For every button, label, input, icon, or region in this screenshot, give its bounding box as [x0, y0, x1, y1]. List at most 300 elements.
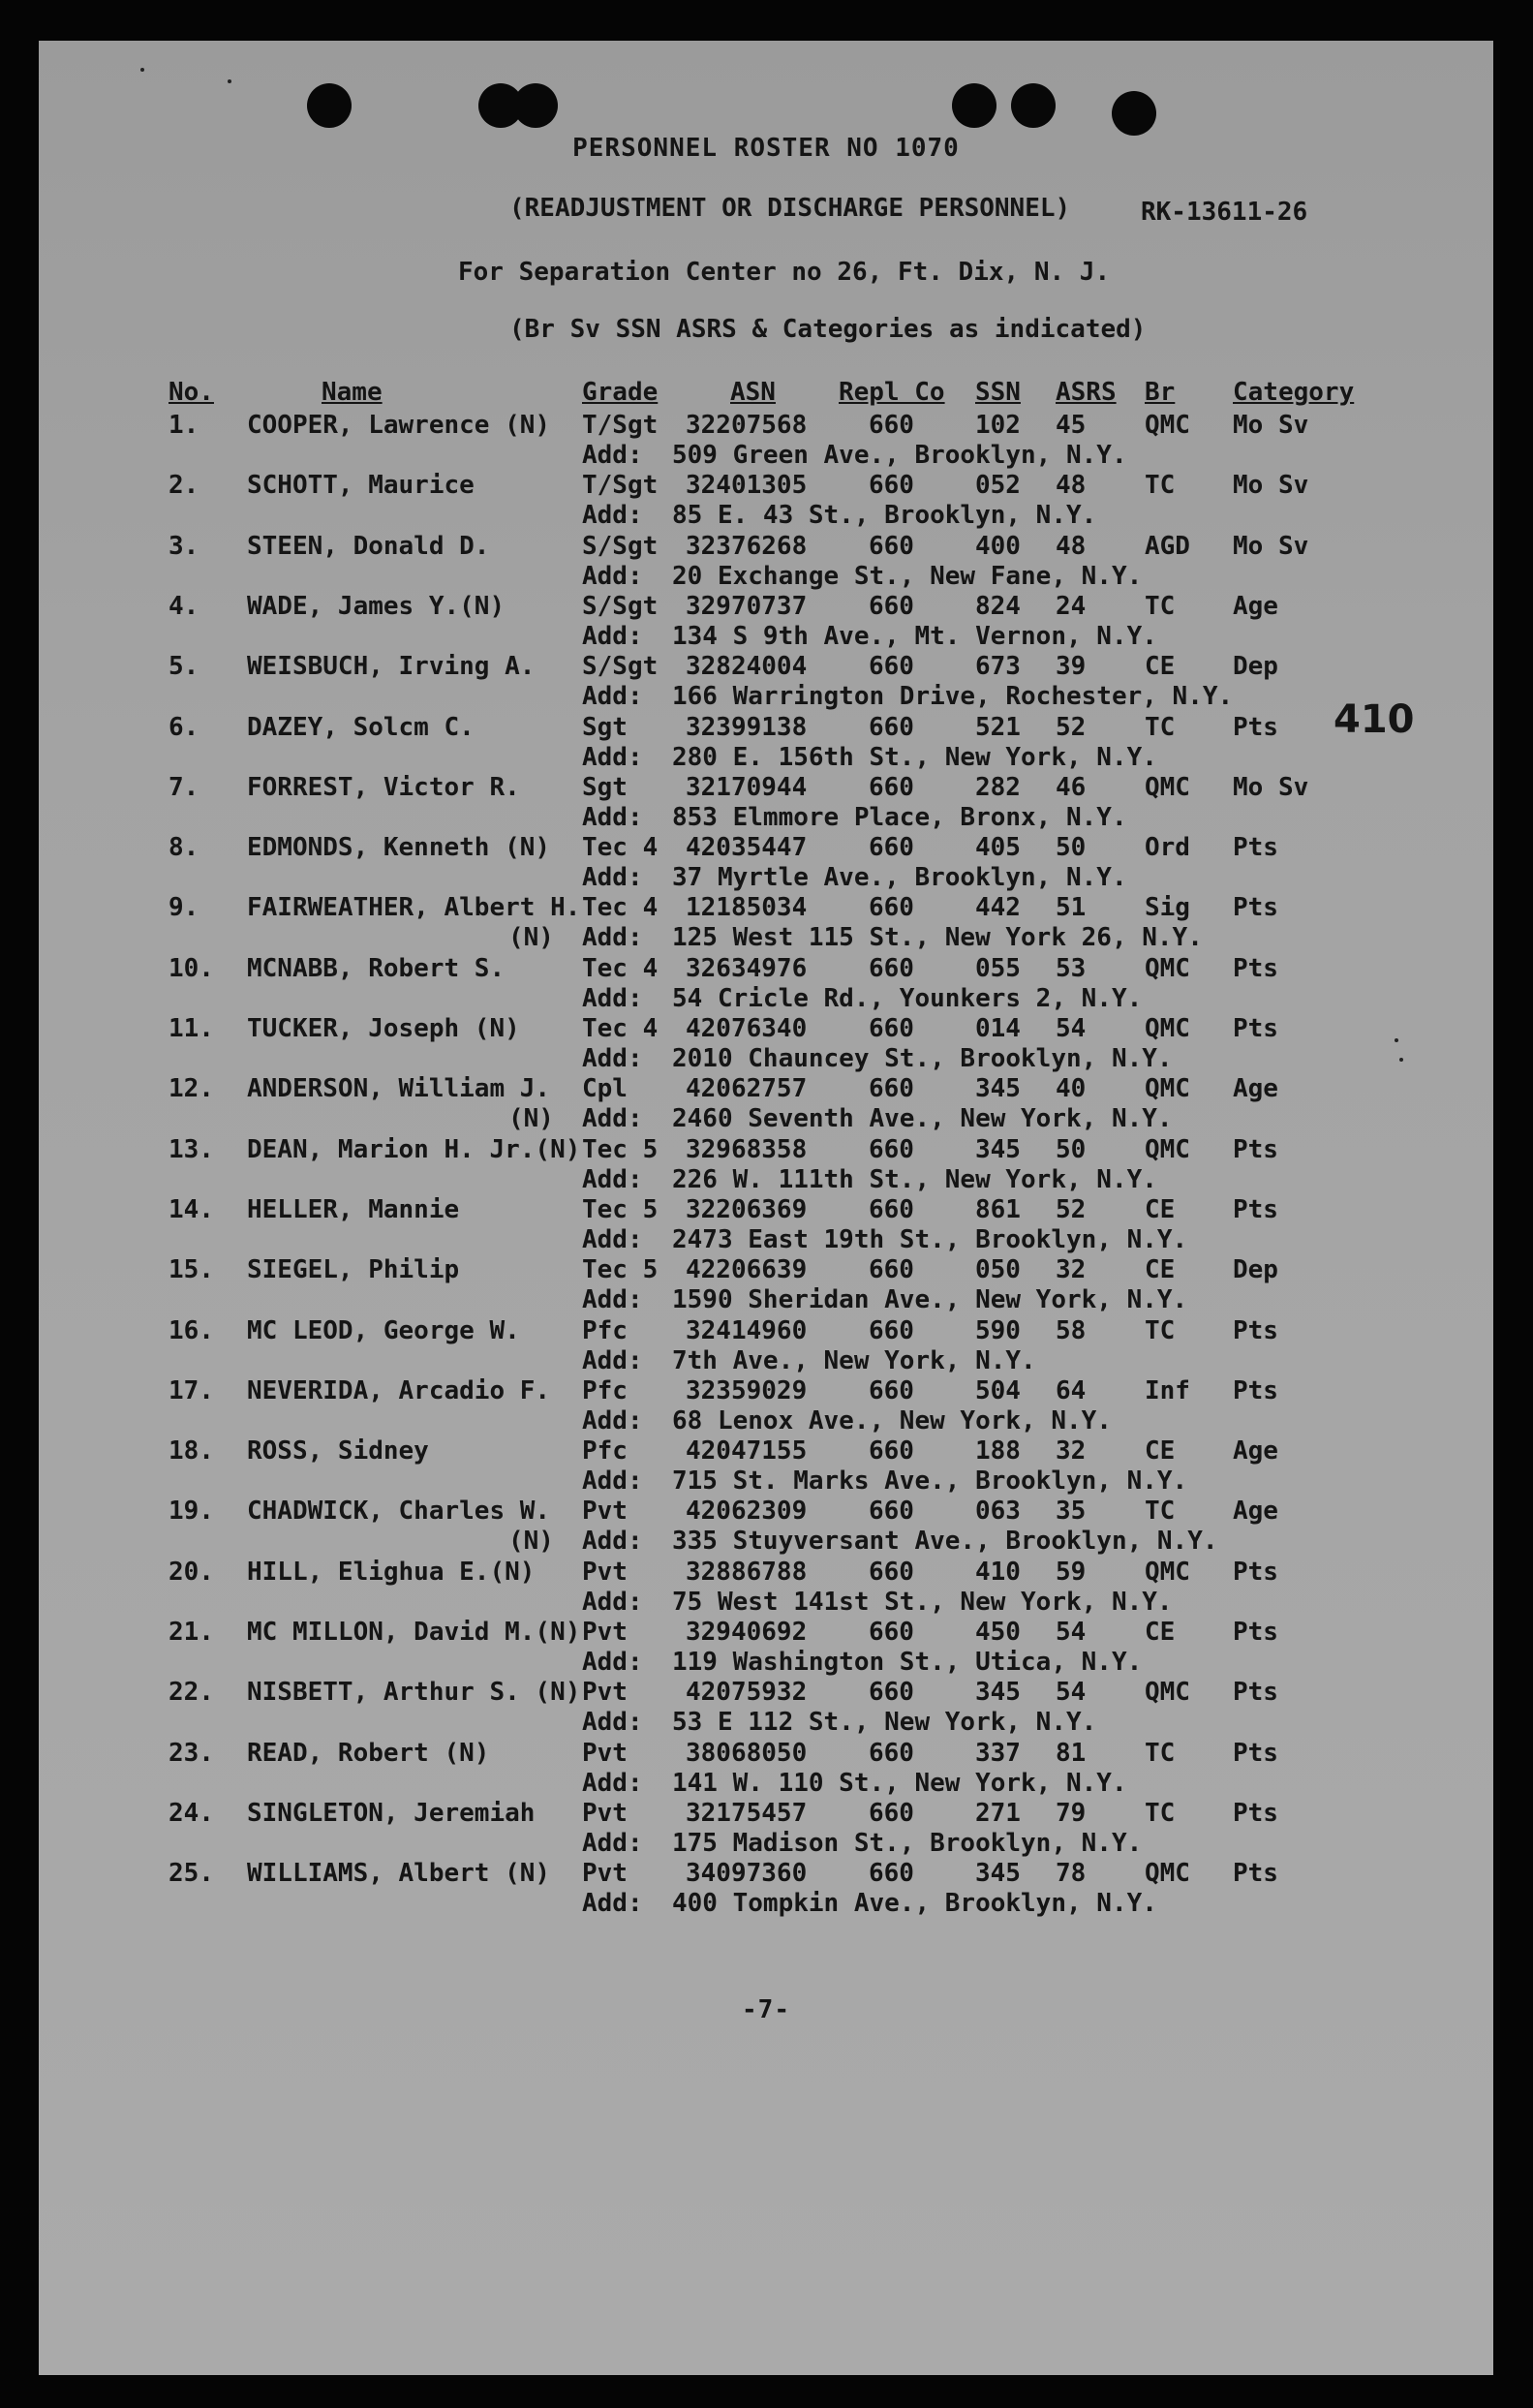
- asn: 34097360: [686, 1859, 808, 1889]
- asn: 42075932: [686, 1678, 808, 1708]
- row-number: 7.: [169, 772, 199, 802]
- repl-co: 660: [869, 1014, 914, 1043]
- asrs: 40: [1056, 1074, 1087, 1104]
- grade: Tec 4: [582, 833, 659, 863]
- asrs: 54: [1056, 1678, 1087, 1708]
- asrs: 50: [1056, 1134, 1087, 1164]
- person-name: CHADWICK, Charles W.: [247, 1497, 551, 1527]
- category: Mo Sv: [1233, 471, 1309, 501]
- asrs: 81: [1056, 1738, 1087, 1768]
- address: 226 W. 111th St., New York, N.Y.: [672, 1164, 1157, 1194]
- person-name: READ, Robert (N): [247, 1738, 490, 1768]
- address-label: Add:: [582, 863, 643, 893]
- address-label: Add:: [582, 983, 643, 1013]
- asrs: 50: [1056, 833, 1087, 863]
- person-name: DEAN, Marion H. Jr.(N): [247, 1134, 581, 1164]
- category: Pts: [1233, 893, 1278, 923]
- categories-note: (Br Sv SSN ASRS & Categories as indicated): [509, 315, 1147, 344]
- repl-co: 660: [869, 1255, 914, 1285]
- person-name: DAZEY, Solcm C.: [247, 712, 475, 742]
- row-number: 16.: [169, 1315, 214, 1345]
- asn: 32206369: [686, 1194, 808, 1224]
- ssn: 345: [975, 1074, 1021, 1104]
- address-label: Add:: [582, 742, 643, 772]
- ssn: 861: [975, 1194, 1021, 1224]
- address: 2460 Seventh Ave., New York, N.Y.: [672, 1104, 1173, 1134]
- document-page: [39, 41, 1493, 2375]
- address-label: Add:: [582, 1164, 643, 1194]
- branch: Ord: [1145, 833, 1190, 863]
- branch: TC: [1145, 591, 1176, 621]
- header-grade: Grade: [582, 378, 659, 407]
- grade: Tec 4: [582, 1014, 659, 1043]
- row-number: 15.: [169, 1255, 214, 1285]
- punch-hole: [1112, 91, 1156, 136]
- grade: Pvt: [582, 1859, 628, 1889]
- category: Pts: [1233, 1014, 1278, 1043]
- category: Mo Sv: [1233, 772, 1309, 802]
- category: Age: [1233, 1436, 1278, 1466]
- address: 125 West 115 St., New York 26, N.Y.: [672, 923, 1203, 953]
- category: Age: [1233, 1074, 1278, 1104]
- branch: TC: [1145, 1315, 1176, 1345]
- grade: S/Sgt: [582, 652, 659, 682]
- person-name-suffix: (N): [508, 923, 554, 953]
- asn: 32414960: [686, 1315, 808, 1345]
- branch: CE: [1145, 1618, 1176, 1647]
- person-name: COOPER, Lawrence (N): [247, 411, 551, 440]
- category: Dep: [1233, 652, 1278, 682]
- address-label: Add:: [582, 1044, 643, 1073]
- address: 335 Stuyversant Ave., Brooklyn, N.Y.: [672, 1527, 1218, 1557]
- branch: TC: [1145, 471, 1176, 501]
- ssn: 052: [975, 471, 1021, 501]
- row-number: 21.: [169, 1618, 214, 1647]
- row-number: 5.: [169, 652, 199, 682]
- address-label: Add:: [582, 1768, 643, 1798]
- address-label: Add:: [582, 1527, 643, 1557]
- row-number: 9.: [169, 893, 199, 923]
- branch: CE: [1145, 1436, 1176, 1466]
- header-br: Br: [1145, 378, 1176, 407]
- asrs: 54: [1056, 1618, 1087, 1647]
- asrs: 39: [1056, 652, 1087, 682]
- ssn: 450: [975, 1618, 1021, 1647]
- ssn: 824: [975, 591, 1021, 621]
- address: 54 Cricle Rd., Younkers 2, N.Y.: [672, 983, 1143, 1013]
- punch-hole: [513, 83, 558, 128]
- repl-co: 660: [869, 893, 914, 923]
- person-name: SCHOTT, Maurice: [247, 471, 475, 501]
- address-label: Add:: [582, 1828, 643, 1858]
- branch: TC: [1145, 1798, 1176, 1828]
- branch: Sig: [1145, 893, 1190, 923]
- address: 85 E. 43 St., Brooklyn, N.Y.: [672, 501, 1097, 531]
- branch: TC: [1145, 712, 1176, 742]
- asn: 32399138: [686, 712, 808, 742]
- grade: Pvt: [582, 1497, 628, 1527]
- person-name: MC LEOD, George W.: [247, 1315, 520, 1345]
- asn: 42076340: [686, 1014, 808, 1043]
- branch: QMC: [1145, 1557, 1190, 1587]
- row-number: 17.: [169, 1375, 214, 1405]
- address-label: Add:: [582, 1345, 643, 1375]
- repl-co: 660: [869, 953, 914, 983]
- ssn: 410: [975, 1557, 1021, 1587]
- ssn: 400: [975, 531, 1021, 561]
- category: Dep: [1233, 1255, 1278, 1285]
- speck: [1399, 1058, 1403, 1062]
- address: 175 Madison St., Brooklyn, N.Y.: [672, 1828, 1143, 1858]
- repl-co: 660: [869, 712, 914, 742]
- asrs: 78: [1056, 1859, 1087, 1889]
- asn: 38068050: [686, 1738, 808, 1768]
- branch: CE: [1145, 1194, 1176, 1224]
- address-label: Add:: [582, 1405, 643, 1436]
- grade: T/Sgt: [582, 411, 659, 440]
- header-repl-co: Repl Co: [839, 378, 945, 407]
- category: Mo Sv: [1233, 411, 1309, 440]
- stamp-number: 410: [1334, 697, 1415, 742]
- ssn: 014: [975, 1014, 1021, 1043]
- person-name: TUCKER, Joseph (N): [247, 1014, 520, 1043]
- repl-co: 660: [869, 1859, 914, 1889]
- asrs: 52: [1056, 712, 1087, 742]
- header-asrs: ASRS: [1056, 378, 1117, 407]
- speck: [140, 68, 144, 72]
- address: 1590 Sheridan Ave., New York, N.Y.: [672, 1285, 1188, 1315]
- asrs: 53: [1056, 953, 1087, 983]
- asrs: 54: [1056, 1014, 1087, 1043]
- category: Pts: [1233, 1557, 1278, 1587]
- person-name: EDMONDS, Kenneth (N): [247, 833, 551, 863]
- row-number: 10.: [169, 953, 214, 983]
- row-number: 24.: [169, 1798, 214, 1828]
- asn: 32940692: [686, 1618, 808, 1647]
- asn: 32886788: [686, 1557, 808, 1587]
- address: 37 Myrtle Ave., Brooklyn, N.Y.: [672, 863, 1127, 893]
- person-name: SIEGEL, Philip: [247, 1255, 460, 1285]
- person-name: NEVERIDA, Arcadio F.: [247, 1375, 551, 1405]
- category: Age: [1233, 591, 1278, 621]
- address-label: Add:: [582, 1224, 643, 1254]
- header-category: Category: [1233, 378, 1355, 407]
- address-label: Add:: [582, 1648, 643, 1677]
- person-name: SINGLETON, Jeremiah: [247, 1798, 536, 1828]
- asn: 42206639: [686, 1255, 808, 1285]
- row-number: 25.: [169, 1859, 214, 1889]
- asn: 32175457: [686, 1798, 808, 1828]
- address-label: Add:: [582, 501, 643, 531]
- header-name: Name: [322, 378, 383, 407]
- branch: TC: [1145, 1497, 1176, 1527]
- ssn: 282: [975, 772, 1021, 802]
- address: 400 Tompkin Ave., Brooklyn, N.Y.: [672, 1889, 1157, 1919]
- ssn: 050: [975, 1255, 1021, 1285]
- grade: T/Sgt: [582, 471, 659, 501]
- address-label: Add:: [582, 682, 643, 712]
- repl-co: 660: [869, 1738, 914, 1768]
- asrs: 58: [1056, 1315, 1087, 1345]
- grade: S/Sgt: [582, 591, 659, 621]
- asrs: 32: [1056, 1436, 1087, 1466]
- asn: 32376268: [686, 531, 808, 561]
- grade: Tec 4: [582, 953, 659, 983]
- address: 7th Ave., New York, N.Y.: [672, 1345, 1036, 1375]
- repl-co: 660: [869, 772, 914, 802]
- address: 280 E. 156th St., New York, N.Y.: [672, 742, 1157, 772]
- repl-co: 660: [869, 1497, 914, 1527]
- address-label: Add:: [582, 1285, 643, 1315]
- row-number: 23.: [169, 1738, 214, 1768]
- category: Pts: [1233, 1134, 1278, 1164]
- asrs: 35: [1056, 1497, 1087, 1527]
- person-name: STEEN, Donald D.: [247, 531, 490, 561]
- asn: 12185034: [686, 893, 808, 923]
- row-number: 13.: [169, 1134, 214, 1164]
- ssn: 521: [975, 712, 1021, 742]
- asrs: 45: [1056, 411, 1087, 440]
- grade: Tec 5: [582, 1134, 659, 1164]
- person-name: NISBETT, Arthur S. (N): [247, 1678, 581, 1708]
- asrs: 32: [1056, 1255, 1087, 1285]
- address-label: Add:: [582, 1466, 643, 1497]
- category: Pts: [1233, 712, 1278, 742]
- grade: Pvt: [582, 1738, 628, 1768]
- ssn: 271: [975, 1798, 1021, 1828]
- grade: Sgt: [582, 772, 628, 802]
- address: 119 Washington St., Utica, N.Y.: [672, 1648, 1143, 1677]
- address: 134 S 9th Ave., Mt. Vernon, N.Y.: [672, 621, 1157, 651]
- header-ssn: SSN: [975, 378, 1021, 407]
- asrs: 48: [1056, 531, 1087, 561]
- grade: Pvt: [582, 1618, 628, 1647]
- address: 853 Elmmore Place, Bronx, N.Y.: [672, 802, 1127, 832]
- row-number: 19.: [169, 1497, 214, 1527]
- branch: QMC: [1145, 953, 1190, 983]
- asn: 42047155: [686, 1436, 808, 1466]
- person-name: HELLER, Mannie: [247, 1194, 460, 1224]
- row-number: 20.: [169, 1557, 214, 1587]
- row-number: 12.: [169, 1074, 214, 1104]
- repl-co: 660: [869, 591, 914, 621]
- address: 166 Warrington Drive, Rochester, N.Y.: [672, 682, 1234, 712]
- category: Pts: [1233, 1738, 1278, 1768]
- branch: QMC: [1145, 772, 1190, 802]
- repl-co: 660: [869, 1194, 914, 1224]
- person-name: WILLIAMS, Albert (N): [247, 1859, 551, 1889]
- category: Pts: [1233, 1859, 1278, 1889]
- address-label: Add:: [582, 621, 643, 651]
- asn: 32824004: [686, 652, 808, 682]
- repl-co: 660: [869, 833, 914, 863]
- grade: Pvt: [582, 1798, 628, 1828]
- branch: CE: [1145, 652, 1176, 682]
- ssn: 442: [975, 893, 1021, 923]
- repl-co: 660: [869, 1375, 914, 1405]
- person-name-suffix: (N): [508, 1104, 554, 1134]
- person-name: WEISBUCH, Irving A.: [247, 652, 536, 682]
- branch: QMC: [1145, 1074, 1190, 1104]
- branch: TC: [1145, 1738, 1176, 1768]
- grade: S/Sgt: [582, 531, 659, 561]
- ssn: 345: [975, 1134, 1021, 1164]
- grade: Pfc: [582, 1436, 628, 1466]
- category: Mo Sv: [1233, 531, 1309, 561]
- asn: 32634976: [686, 953, 808, 983]
- repl-co: 660: [869, 411, 914, 440]
- repl-co: 660: [869, 1436, 914, 1466]
- person-name: FORREST, Victor R.: [247, 772, 520, 802]
- repl-co: 660: [869, 652, 914, 682]
- asn: 32207568: [686, 411, 808, 440]
- asn: 32968358: [686, 1134, 808, 1164]
- grade: Tec 5: [582, 1255, 659, 1285]
- asrs: 59: [1056, 1557, 1087, 1587]
- repl-co: 660: [869, 1678, 914, 1708]
- category: Pts: [1233, 833, 1278, 863]
- ssn: 055: [975, 953, 1021, 983]
- grade: Pvt: [582, 1557, 628, 1587]
- grade: Pfc: [582, 1375, 628, 1405]
- roster-subtitle: (READJUSTMENT OR DISCHARGE PERSONNEL): [509, 194, 1071, 223]
- category: Pts: [1233, 1315, 1278, 1345]
- asrs: 79: [1056, 1798, 1087, 1828]
- category: Pts: [1233, 1798, 1278, 1828]
- asrs: 24: [1056, 591, 1087, 621]
- row-number: 11.: [169, 1014, 214, 1043]
- asn: 32970737: [686, 591, 808, 621]
- address-label: Add:: [582, 802, 643, 832]
- roster-title: PERSONNEL ROSTER NO 1070: [572, 134, 960, 163]
- asrs: 51: [1056, 893, 1087, 923]
- address: 75 West 141st St., New York, N.Y.: [672, 1587, 1173, 1617]
- row-number: 14.: [169, 1194, 214, 1224]
- ssn: 590: [975, 1315, 1021, 1345]
- row-number: 22.: [169, 1678, 214, 1708]
- repl-co: 660: [869, 1074, 914, 1104]
- address: 53 E 112 St., New York, N.Y.: [672, 1708, 1097, 1738]
- header-asn: ASN: [730, 378, 776, 407]
- branch: CE: [1145, 1255, 1176, 1285]
- branch: AGD: [1145, 531, 1190, 561]
- grade: Cpl: [582, 1074, 628, 1104]
- address: 509 Green Ave., Brooklyn, N.Y.: [672, 441, 1127, 470]
- ssn: 063: [975, 1497, 1021, 1527]
- ssn: 345: [975, 1859, 1021, 1889]
- category: Pts: [1233, 1678, 1278, 1708]
- person-name: MCNABB, Robert S.: [247, 953, 506, 983]
- asn: 32170944: [686, 772, 808, 802]
- asrs: 64: [1056, 1375, 1087, 1405]
- repl-co: 660: [869, 531, 914, 561]
- ssn: 504: [975, 1375, 1021, 1405]
- category: Pts: [1233, 1375, 1278, 1405]
- row-number: 18.: [169, 1436, 214, 1466]
- asrs: 46: [1056, 772, 1087, 802]
- separation-center-line: For Separation Center no 26, Ft. Dix, N. J.: [458, 258, 1111, 287]
- address: 715 St. Marks Ave., Brooklyn, N.Y.: [672, 1466, 1188, 1497]
- repl-co: 660: [869, 1618, 914, 1647]
- punch-hole: [1011, 83, 1056, 128]
- punch-hole: [307, 83, 352, 128]
- asn: 42062757: [686, 1074, 808, 1104]
- branch: Inf: [1145, 1375, 1190, 1405]
- person-name: HILL, Elighua E.(N): [247, 1557, 536, 1587]
- address-label: Add:: [582, 441, 643, 470]
- category: Pts: [1233, 953, 1278, 983]
- asn: 42062309: [686, 1497, 808, 1527]
- address-label: Add:: [582, 1104, 643, 1134]
- row-number: 6.: [169, 712, 199, 742]
- ssn: 337: [975, 1738, 1021, 1768]
- ssn: 102: [975, 411, 1021, 440]
- row-number: 2.: [169, 471, 199, 501]
- branch: QMC: [1145, 1014, 1190, 1043]
- ssn: 405: [975, 833, 1021, 863]
- person-name: FAIRWEATHER, Albert H.: [247, 893, 581, 923]
- asn: 42035447: [686, 833, 808, 863]
- grade: Tec 5: [582, 1194, 659, 1224]
- ssn: 188: [975, 1436, 1021, 1466]
- person-name: MC MILLON, David M.(N): [247, 1618, 581, 1647]
- address-label: Add:: [582, 923, 643, 953]
- repl-co: 660: [869, 1557, 914, 1587]
- person-name: ROSS, Sidney: [247, 1436, 429, 1466]
- grade: Sgt: [582, 712, 628, 742]
- address-label: Add:: [582, 1889, 643, 1919]
- address: 141 W. 110 St., New York, N.Y.: [672, 1768, 1127, 1798]
- person-name: ANDERSON, William J.: [247, 1074, 551, 1104]
- asn: 32359029: [686, 1375, 808, 1405]
- address: 2473 East 19th St., Brooklyn, N.Y.: [672, 1224, 1188, 1254]
- ssn: 345: [975, 1678, 1021, 1708]
- speck: [228, 79, 231, 83]
- grade: Pfc: [582, 1315, 628, 1345]
- branch: QMC: [1145, 411, 1190, 440]
- address: 2010 Chauncey St., Brooklyn, N.Y.: [672, 1044, 1173, 1073]
- reference-number: RK-13611-26: [1141, 198, 1308, 227]
- person-name: WADE, James Y.(N): [247, 591, 506, 621]
- page-number: -7-: [742, 1995, 790, 2024]
- row-number: 3.: [169, 531, 199, 561]
- category: Age: [1233, 1497, 1278, 1527]
- row-number: 4.: [169, 591, 199, 621]
- asrs: 52: [1056, 1194, 1087, 1224]
- address-label: Add:: [582, 1708, 643, 1738]
- address: 68 Lenox Ave., New York, N.Y.: [672, 1405, 1112, 1436]
- address-label: Add:: [582, 561, 643, 591]
- person-name-suffix: (N): [508, 1527, 554, 1557]
- ssn: 673: [975, 652, 1021, 682]
- header-no: No.: [169, 378, 214, 407]
- asrs: 48: [1056, 471, 1087, 501]
- address: 20 Exchange St., New Fane, N.Y.: [672, 561, 1143, 591]
- row-number: 8.: [169, 833, 199, 863]
- repl-co: 660: [869, 1315, 914, 1345]
- punch-hole: [952, 83, 996, 128]
- branch: QMC: [1145, 1678, 1190, 1708]
- category: Pts: [1233, 1618, 1278, 1647]
- repl-co: 660: [869, 1134, 914, 1164]
- speck: [1395, 1038, 1398, 1042]
- category: Pts: [1233, 1194, 1278, 1224]
- grade: Pvt: [582, 1678, 628, 1708]
- repl-co: 660: [869, 471, 914, 501]
- address-label: Add:: [582, 1587, 643, 1617]
- row-number: 1.: [169, 411, 199, 440]
- grade: Tec 4: [582, 893, 659, 923]
